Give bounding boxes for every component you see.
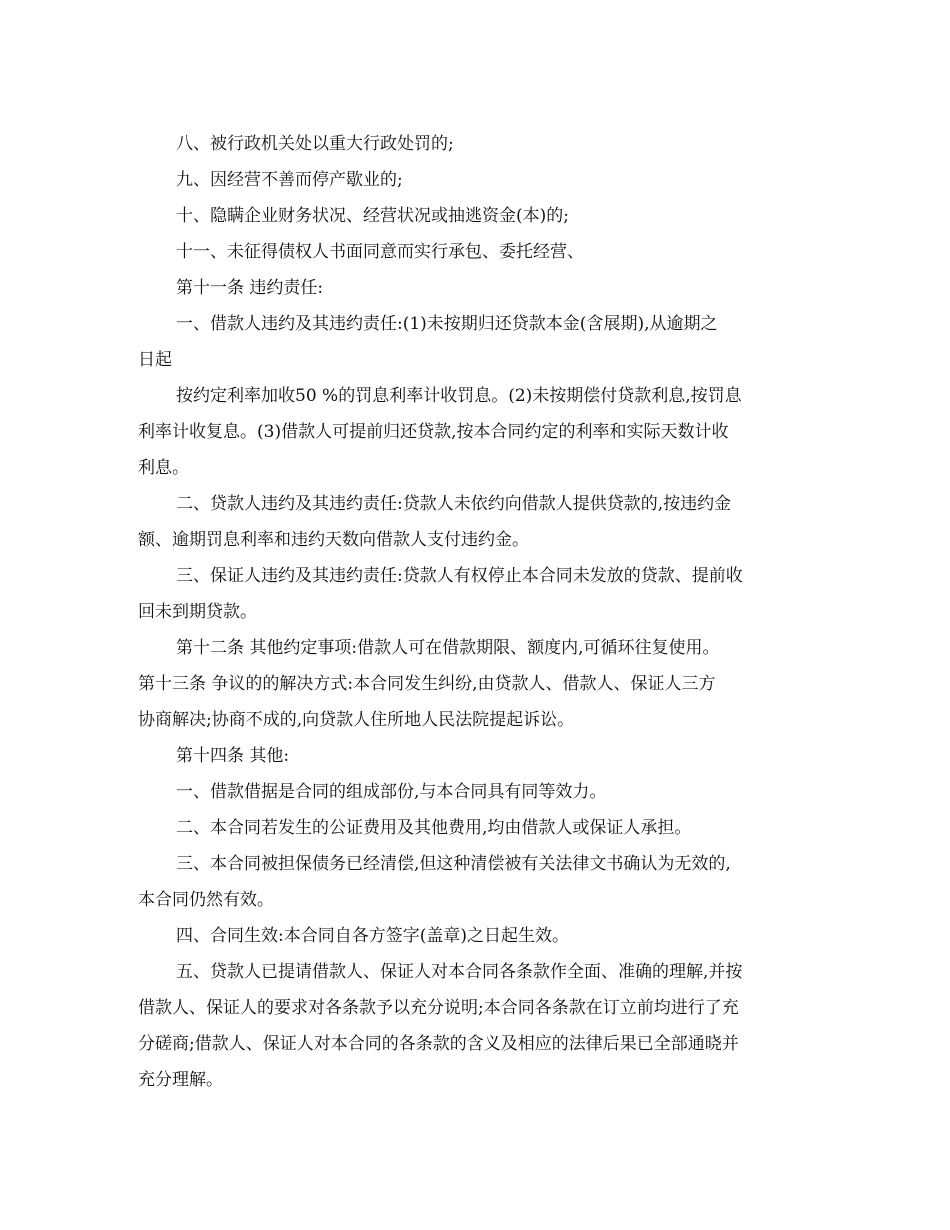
document-line: 八、被行政机关处以重大行政处罚的; [176, 134, 454, 154]
document-line: 充分理解。 [138, 1070, 223, 1090]
document-line: 按约定利率加收50 %的罚息利率计收罚息。(2)未按期偿付贷款利息,按罚息 [176, 386, 742, 406]
document-body [138, 126, 818, 1098]
document-line: 协商解决;协商不成的,向贷款人住所地人民法院提起诉讼。 [138, 710, 575, 730]
document-line: 第十二条 其他约定事项:借款人可在借款期限、额度内,可循环往复使用。 [176, 638, 720, 658]
document-line: 本合同仍然有效。 [138, 890, 274, 910]
document-line: 三、保证人违约及其违约责任:贷款人有权停止本合同未发放的贷款、提前收 [176, 566, 743, 586]
document-line: 额、逾期罚息利率和违约天数向借款人支付违约金。 [138, 530, 529, 550]
document-line: 三、本合同被担保债务已经清偿,但这种清偿被有关法律文书确认为无效的, [176, 854, 731, 874]
document-line: 第十四条 其他: [176, 746, 290, 766]
document-line: 一、借款人违约及其违约责任:(1)未按期归还贷款本金(含展期),从逾期之 [176, 314, 718, 334]
document-line: 日起 [138, 350, 172, 370]
document-line: 分磋商;借款人、保证人对本合同的各条款的含义及相应的法律后果已全部通晓并 [138, 1034, 739, 1054]
document-line: 利息。 [138, 458, 189, 478]
document-line: 第十三条 争议的的解决方式:本合同发生纠纷,由贷款人、借款人、保证人三方 [138, 674, 716, 694]
document-line: 回未到期贷款。 [138, 602, 257, 622]
document-line: 五、贷款人已提请借款人、保证人对本合同各条款作全面、准确的理解,并按 [176, 962, 743, 982]
document-line: 借款人、保证人的要求对各条款予以充分说明;本合同各条款在订立前均进行了充 [138, 998, 739, 1018]
document-line: 第十一条 违约责任: [176, 278, 324, 298]
document-line: 一、借款借据是合同的组成部份,与本合同具有同等效力。 [176, 782, 607, 802]
document-line: 九、因经营不善而停产歇业的; [176, 170, 403, 190]
document-line: 四、合同生效:本合同自各方签字(盖章)之日起生效。 [176, 926, 569, 946]
document-line: 十、隐瞒企业财务状况、经营状况或抽逃资金(本)的; [176, 206, 569, 226]
document-line: 二、本合同若发生的公证费用及其他费用,均由借款人或保证人承担。 [176, 818, 692, 838]
document-line: 二、贷款人违约及其违约责任:贷款人未依约向借款人提供贷款的,按违约金 [176, 494, 732, 514]
document-line: 利率计收复息。(3)借款人可提前归还贷款,按本合同约定的利率和实际天数计收 [138, 422, 729, 442]
document-line: 十一、未征得债权人书面同意而实行承包、委托经营、 [176, 242, 584, 262]
